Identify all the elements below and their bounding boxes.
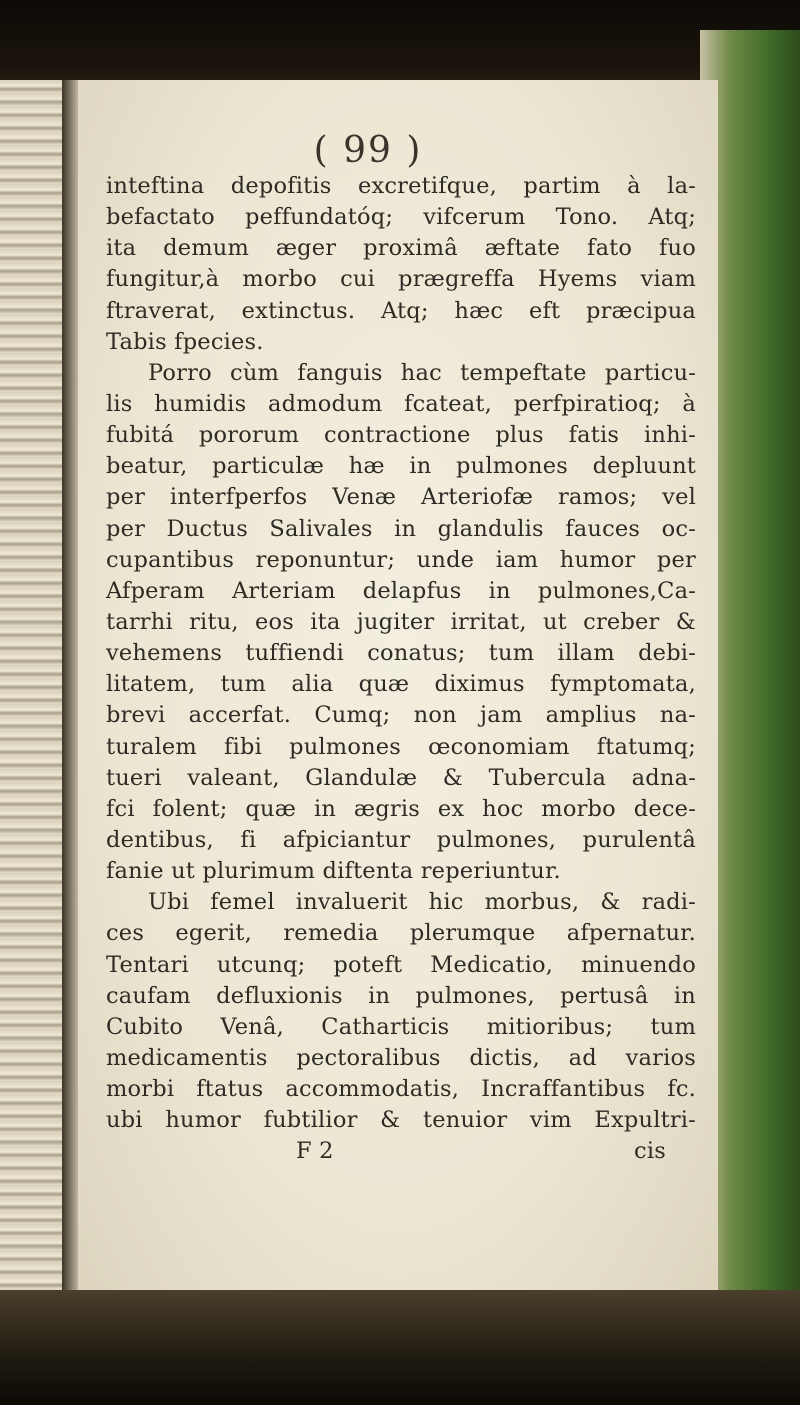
page-text: [106, 172, 696, 1169]
text-line: fci folent; quæ in ægris ex hoc morbo dece-: [106, 795, 696, 822]
text-line: medicamentis pectoralibus dictis, ad varios: [106, 1044, 696, 1071]
text-line: caufam defluxionis in pulmones, pertusâ in: [106, 982, 696, 1009]
text-line: litatem, tum alia quæ diximus fymptomata,: [106, 671, 696, 698]
text-line: Ubi femel invaluerit hic morbus, & radi-: [148, 889, 696, 916]
text-line: ita demum æger proximâ æftate fato fuo: [106, 235, 696, 262]
text-line: ftraverat, extinctus. Atq; hæc eft præcipua: [106, 297, 696, 324]
scan-bottom-shadow: [0, 1290, 800, 1405]
text-line: Cubito Venâ, Catharticis mitioribus; tum: [106, 1013, 696, 1040]
text-line: befactato peffundatóq; vifcerum Tono. Atq;: [106, 204, 696, 231]
text-line: Tabis fpecies.: [106, 328, 264, 355]
text-line: beatur, particulæ hæ in pulmones depluunt: [106, 453, 696, 480]
text-line: Afperam Arteriam delapfus in pulmones,Ca-: [106, 577, 696, 604]
page-footer: [106, 1137, 696, 1165]
text-line: tarrhi ritu, eos ita jugiter irritat, ut creber &: [106, 608, 696, 635]
text-line: per Ductus Salivales in glandulis fauces oc-: [106, 515, 696, 542]
catchword: cis: [634, 1138, 666, 1165]
text-line: turalem fibi pulmones œconomiam ftatumq;: [106, 733, 696, 760]
signature-mark: F 2: [296, 1138, 334, 1165]
text-line: Tentari utcunq; poteft Medicatio, minuendo: [106, 951, 696, 978]
text-line: vehemens tuffiendi conatus; tum illam debi-: [106, 640, 696, 667]
text-line: tueri valeant, Glandulæ & Tubercula adna-: [106, 764, 696, 791]
text-line: morbi ftatus accommodatis, Incraffantibus fc.: [106, 1076, 696, 1103]
text-line: fanie ut plurimum diftenta reperiuntur.: [106, 858, 561, 885]
left-page-gutter: [0, 80, 62, 1310]
text-line: fubitá pororum contractione plus fatis inhi-: [106, 422, 696, 449]
book-page: [78, 80, 718, 1310]
text-line: brevi accerfat. Cumq; non jam amplius na-: [106, 702, 696, 729]
text-line: Porro cùm fanguis hac tempeftate particu-: [148, 359, 696, 386]
text-line: cupantibus reponuntur; unde iam humor per: [106, 546, 696, 573]
page-number: ( 99 ): [313, 130, 423, 171]
text-line: inteftina depofitis excretifque, partim à la-: [106, 173, 696, 199]
text-line: per interfperfos Venæ Arteriofæ ramos; vel: [106, 484, 696, 511]
text-line: ces egerit, remedia plerumque afpernatur.: [106, 920, 696, 947]
text-line: fungitur,à morbo cui prægreffa Hyems viam: [106, 266, 696, 293]
text-line: dentibus, fi afpiciantur pulmones, purulentâ: [106, 826, 696, 853]
text-line: ubi humor fubtilior & tenuior vim Expultri-: [106, 1107, 696, 1134]
text-line: lis humidis admodum fcateat, perfpiratioq; à: [106, 390, 696, 417]
